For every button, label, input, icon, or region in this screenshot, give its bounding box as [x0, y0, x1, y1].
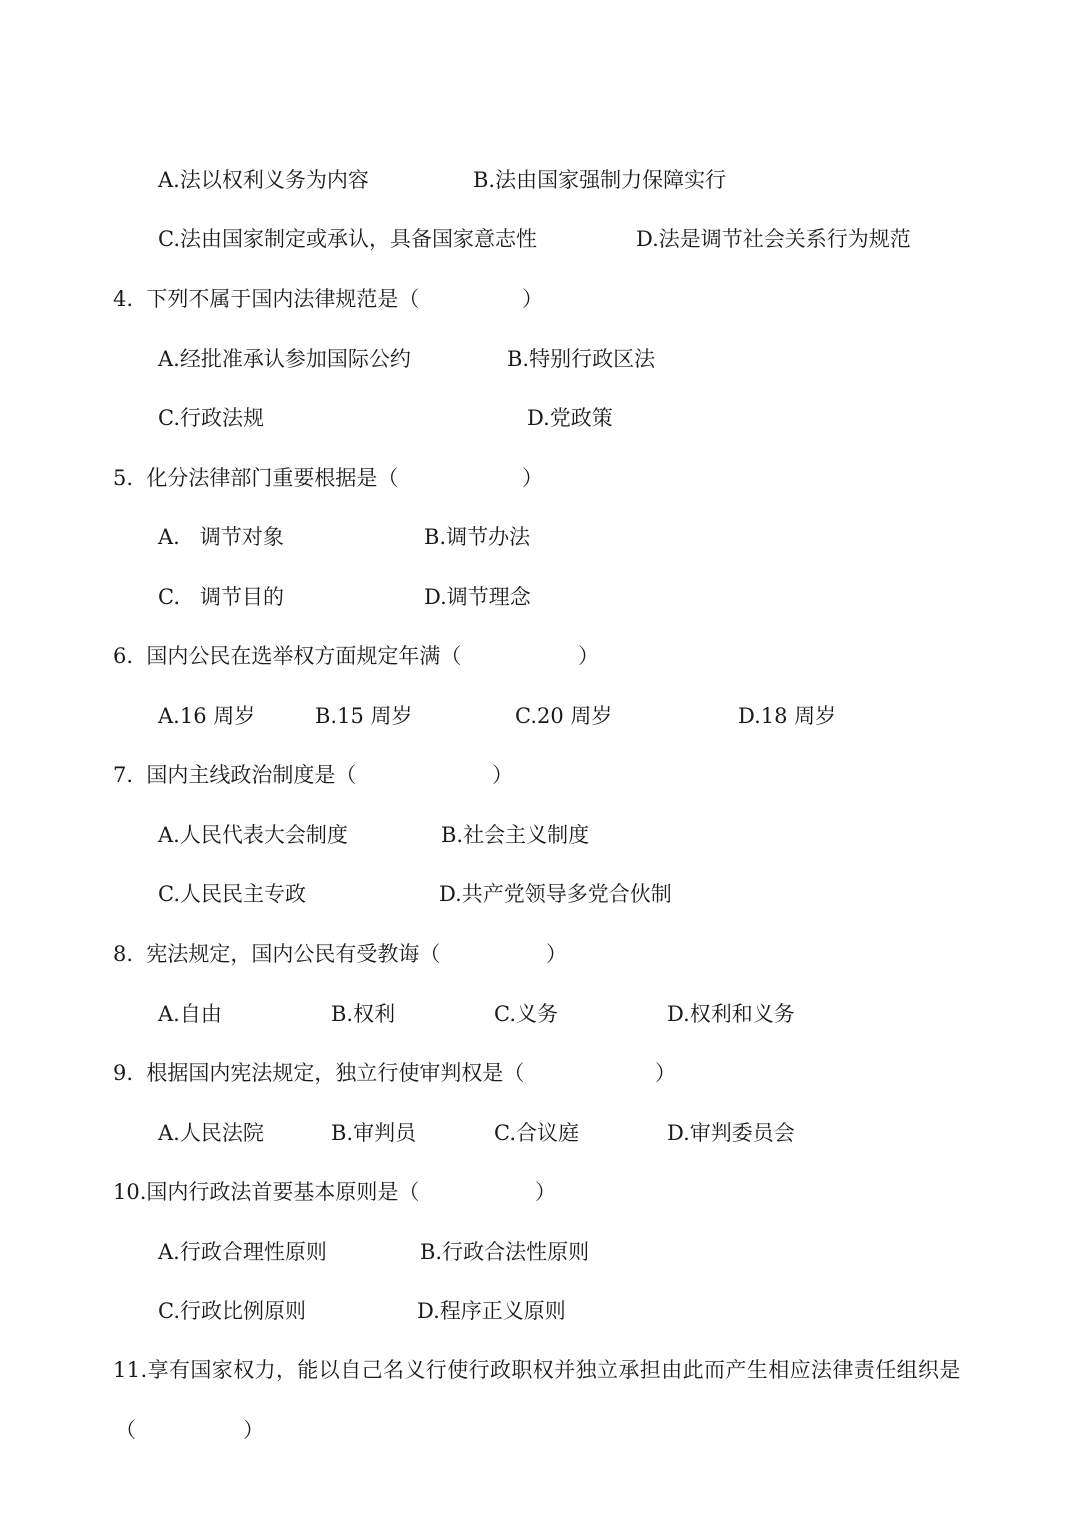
q6-option-b: B.15 周岁 [315, 704, 413, 728]
q4-option-a: A.经批准承认参加国际公约 [158, 347, 411, 371]
q10-option-a: A.行政合理性原则 [158, 1240, 327, 1264]
q6-option-a: A.16 周岁 [158, 704, 256, 728]
q3-option-a: A.法以权利义务为内容 [158, 168, 369, 192]
q8-option-d: D.权利和义务 [667, 1002, 795, 1026]
q4-option-d: D.党政策 [527, 406, 613, 430]
q5-option-b: B.调节办法 [424, 525, 531, 549]
q7-option-a: A.人民代表大会制度 [158, 823, 348, 847]
q10-option-b: B.行政合法性原则 [420, 1240, 590, 1264]
q10-stem: 10.国内行政法首要基本原则是（ [113, 1180, 420, 1204]
q3-option-c: C.法由国家制定或承认，具备国家意志性 [158, 227, 537, 251]
q6-option-d: D.18 周岁 [738, 704, 837, 728]
q10-option-c: C.行政比例原则 [158, 1299, 306, 1323]
q5-option-a: A. 调节对象 [158, 525, 284, 549]
q4-option-b: B.特别行政区法 [507, 347, 656, 371]
q3-option-d: D.法是调节社会关系行为规范 [636, 227, 911, 251]
q6-option-c: C.20 周岁 [515, 704, 613, 728]
q9-stem: 9. 根据国内宪法规定，独立行使审判权是（ [113, 1061, 525, 1085]
q9-option-d: D.审判委员会 [667, 1121, 795, 1145]
q8-answer-close: ） [546, 942, 567, 966]
q11-answer-close: ） [243, 1418, 264, 1442]
q4-answer-close: ） [522, 287, 543, 311]
q10-answer-close: ） [535, 1180, 556, 1204]
q11-stem: 11.享有国家权力，能以自己名义行使行政职权并独立承担由此而产生相应法律责任组织是 [113, 1358, 961, 1382]
q4-option-c: C.行政法规 [158, 406, 264, 430]
q8-stem: 8. 宪法规定，国内公民有受教诲（ [113, 942, 441, 966]
q7-answer-close: ） [492, 763, 513, 787]
q4-stem: 4. 下列不属于国内法律规范是（ [113, 287, 420, 311]
q8-option-b: B.权利 [331, 1002, 396, 1026]
q9-option-c: C.合议庭 [494, 1121, 579, 1145]
q5-stem: 5. 化分法律部门重要根据是（ [113, 466, 399, 490]
q9-answer-close: ） [655, 1061, 676, 1085]
q7-stem: 7. 国内主线政治制度是（ [113, 763, 357, 787]
q9-option-b: B.审判员 [331, 1121, 417, 1145]
q7-option-c: C.人民民主专政 [158, 882, 306, 906]
q10-option-d: D.程序正义原则 [417, 1299, 566, 1323]
q6-answer-close: ） [578, 644, 599, 668]
q3-option-b: B.法由国家强制力保障实行 [473, 168, 727, 192]
q5-option-c: C. 调节目的 [158, 585, 285, 609]
q7-option-d: D.共产党领导多党合伙制 [439, 882, 672, 906]
q9-option-a: A.人民法院 [158, 1121, 264, 1145]
q5-answer-close: ） [522, 466, 543, 490]
q8-option-a: A.自由 [158, 1002, 222, 1026]
q6-stem: 6. 国内公民在选举权方面规定年满（ [113, 644, 462, 668]
q7-option-b: B.社会主义制度 [441, 823, 590, 847]
q8-option-c: C.义务 [494, 1002, 558, 1026]
q5-option-d: D.调节理念 [424, 585, 531, 609]
q11-answer-open: （ [115, 1418, 136, 1442]
